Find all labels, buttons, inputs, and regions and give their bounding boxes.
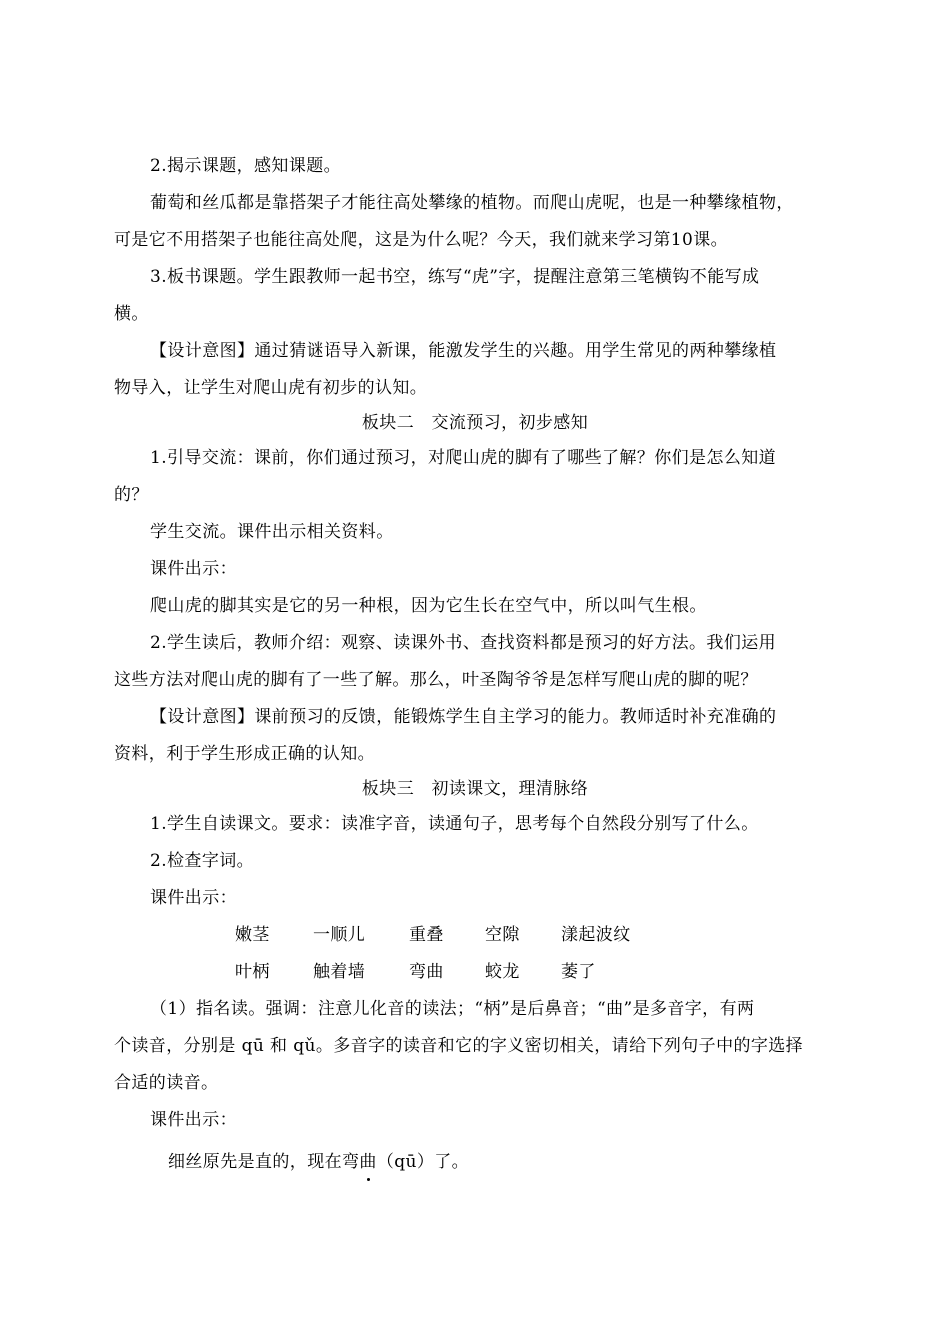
vocab-word: 触着墙	[313, 962, 366, 982]
vocab-word: 蛟龙	[485, 962, 520, 982]
courseware-label: 课件出示：	[150, 1110, 237, 1130]
vocab-word: 空隙	[485, 925, 520, 945]
design-intent-line: 【设计意图】通过猜谜语导入新课，能激发学生的兴趣。用学生常见的两种攀缘植	[150, 341, 777, 361]
paragraph-line: 资料，利于学生形成正确的认知。	[114, 744, 375, 764]
vocab-word: 嫩茎	[235, 925, 270, 945]
paragraph-line: 物导入，让学生对爬山虎有初步的认知。	[114, 378, 428, 398]
step-1-line: 1.学生自读课文。要求：读准字音，读通句子，思考每个自然段分别写了什么。	[150, 814, 759, 834]
paragraph-line: 学生交流。课件出示相关资料。	[150, 522, 394, 542]
paragraph-line: 横。	[114, 304, 149, 324]
vocab-word: 一顺儿	[313, 925, 366, 945]
step-2-line: 2.学生读后，教师介绍：观察、读课外书、查找资料都是预习的好方法。我们运用	[150, 633, 777, 653]
sentence-before: 细丝原先是直的，现在弯	[168, 1152, 360, 1172]
vocab-word: 叶柄	[235, 962, 270, 982]
example-sentence	[168, 1151, 469, 1173]
step-3-line: 3.板书课题。学生跟教师一起书空，练写“虎”字，提醒注意第三笔横钩不能写成	[150, 267, 760, 287]
paragraph-line: 个读音，分别是 qū 和 qǔ。多音字的读音和它的字义密切相关，请给下列句子中的字选择	[114, 1036, 804, 1056]
vocab-word: 重叠	[409, 925, 444, 945]
paragraph-line: 的？	[114, 485, 149, 505]
step-2-heading: 2.揭示课题，感知课题。	[150, 156, 342, 176]
vocab-word: 弯曲	[409, 962, 444, 982]
reading-instruction: （1）指名读。强调：注意儿化音的读法；“柄”是后鼻音；“曲”是多音字，有两	[150, 999, 755, 1019]
courseware-label: 课件出示：	[150, 888, 237, 908]
paragraph-line: 葡萄和丝瓜都是靠搭架子才能往高处攀缘的植物。而爬山虎呢，也是一种攀缘植物，	[150, 193, 794, 213]
sentence-after: （qū）了。	[376, 1152, 470, 1172]
step-1-line: 1.引导交流：课前，你们通过预习，对爬山虎的脚有了哪些了解？你们是怎么知道	[150, 448, 777, 468]
courseware-content: 爬山虎的脚其实是它的另一种根，因为它生长在空气中，所以叫气生根。	[150, 596, 707, 616]
design-intent-line: 【设计意图】课前预习的反馈，能锻炼学生自主学习的能力。教师适时补充准确的	[150, 707, 777, 727]
step-2-line: 2.检查字词。	[150, 851, 255, 871]
paragraph-line: 合适的读音。	[114, 1073, 219, 1093]
marked-character: 曲	[359, 1152, 377, 1172]
courseware-label: 课件出示：	[150, 559, 237, 579]
vocab-word: 漾起波纹	[561, 925, 631, 945]
paragraph-line: 可是它不用搭架子也能往高处爬，这是为什么呢？今天，我们就来学习第10课。	[114, 230, 729, 250]
section-heading-2: 板块二 交流预习，初步感知	[361, 413, 589, 433]
paragraph-line: 这些方法对爬山虎的脚有了一些了解。那么，叶圣陶爷爷是怎样写爬山虎的脚的呢？	[114, 670, 758, 690]
vocab-word: 萎了	[561, 962, 596, 982]
section-heading-3: 板块三 初读课文，理清脉络	[361, 779, 589, 799]
